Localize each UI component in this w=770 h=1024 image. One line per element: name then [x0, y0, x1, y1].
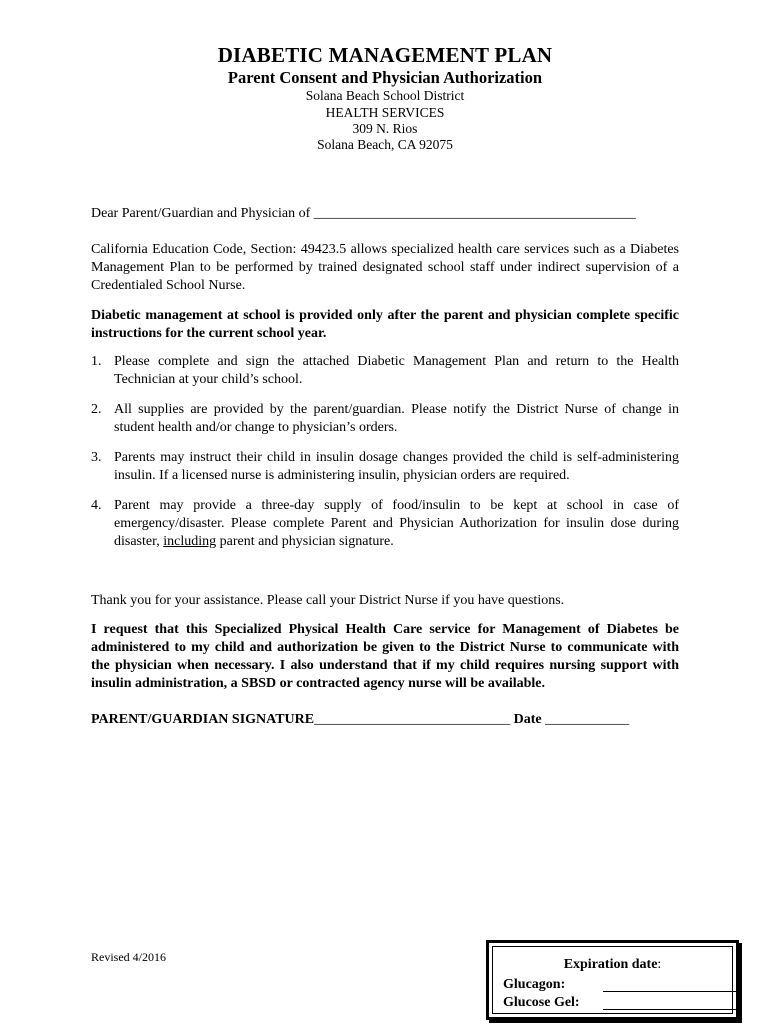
list-number: 2. — [91, 402, 102, 417]
list-text: All supplies are provided by the parent/guardian. Please notify the District Nurse of change in student health and/or change to physician’s orders. — [114, 402, 679, 435]
list-item — [91, 401, 679, 437]
list-item — [91, 353, 679, 389]
revision-note: Revised 4/2016 — [91, 950, 166, 964]
request-paragraph: I request that this Specialized Physical Health Care service for Management of Diabetes be administered to my child and authorization be given to the District Nurse to communicate with the physician when necessary. I also understand that if my child requires nursing support with insulin administration, a SBSD or contracted agency nurse will be available. — [91, 622, 679, 691]
list-text-before: Parent may provide a three-day supply of food/insulin to be kept at school in case of emergency/disaster. Please complete Parent and Physician Authorization for insulin dose during disaster, — [114, 498, 679, 549]
signature-line — [91, 711, 679, 729]
list-item — [91, 497, 679, 551]
expiration-title-text: Expiration date — [563, 957, 658, 972]
list-text: Parents may instruct their child in insulin dosage changes provided the child is self-administering insulin. If a licensed nurse is administering insulin, physician orders are required. — [114, 450, 679, 483]
thanks-paragraph: Thank you for your assistance. Please call your District Nurse if you have questions. — [91, 593, 565, 608]
list-number: 1. — [91, 354, 102, 369]
list-item — [91, 449, 679, 485]
document-subtitle: Parent Consent and Physician Authorization — [227, 68, 543, 87]
expiration-box-inner — [492, 946, 733, 1014]
date-field[interactable]: ____________ — [545, 712, 630, 727]
instructions-list — [91, 353, 679, 563]
glucose-gel-date-field[interactable] — [603, 995, 739, 1010]
signature-label: PARENT/GUARDIAN SIGNATURE — [91, 712, 315, 727]
document-title: DIABETIC MANAGEMENT PLAN — [217, 43, 553, 67]
signature-field[interactable]: ____________________________ — [314, 712, 511, 727]
list-text: Please complete and sign the attached Diabetic Management Plan and return to the Health Technician at your child’s school. — [114, 354, 679, 387]
district-name: Solana Beach School District — [305, 88, 465, 103]
intro-paragraph: California Education Code, Section: 49423.5 allows specialized health care services such as a Diabetes Management Plan to be performed by trained designated school staff under indirect supervision of a Credentialed School Nurse. — [91, 242, 679, 293]
salutation: Dear Parent/Guardian and Physician of ______________________________________________ — [91, 206, 636, 221]
notice-paragraph: Diabetic management at school is provided only after the parent and physician complete specific instructions for the current school year. — [91, 308, 679, 341]
expiration-title-colon: : — [657, 957, 662, 972]
glucose-gel-label: Glucose Gel: — [503, 995, 580, 1010]
list-number: 4. — [91, 498, 102, 513]
glucagon-date-field[interactable] — [603, 977, 739, 992]
glucose-gel-row — [503, 995, 580, 1011]
list-number: 3. — [91, 450, 102, 465]
city-address: Solana Beach, CA 92075 — [317, 137, 453, 152]
list-text-underlined: including — [163, 534, 217, 549]
department-name: HEALTH SERVICES — [325, 105, 445, 120]
expiration-title — [493, 957, 732, 973]
glucagon-row — [503, 977, 565, 993]
glucagon-label: Glucagon: — [503, 977, 566, 992]
date-label: Date — [513, 712, 542, 727]
expiration-box — [486, 940, 739, 1020]
street-address: 309 N. Rios — [352, 121, 418, 136]
list-text-after: parent and physician signature. — [216, 534, 394, 549]
